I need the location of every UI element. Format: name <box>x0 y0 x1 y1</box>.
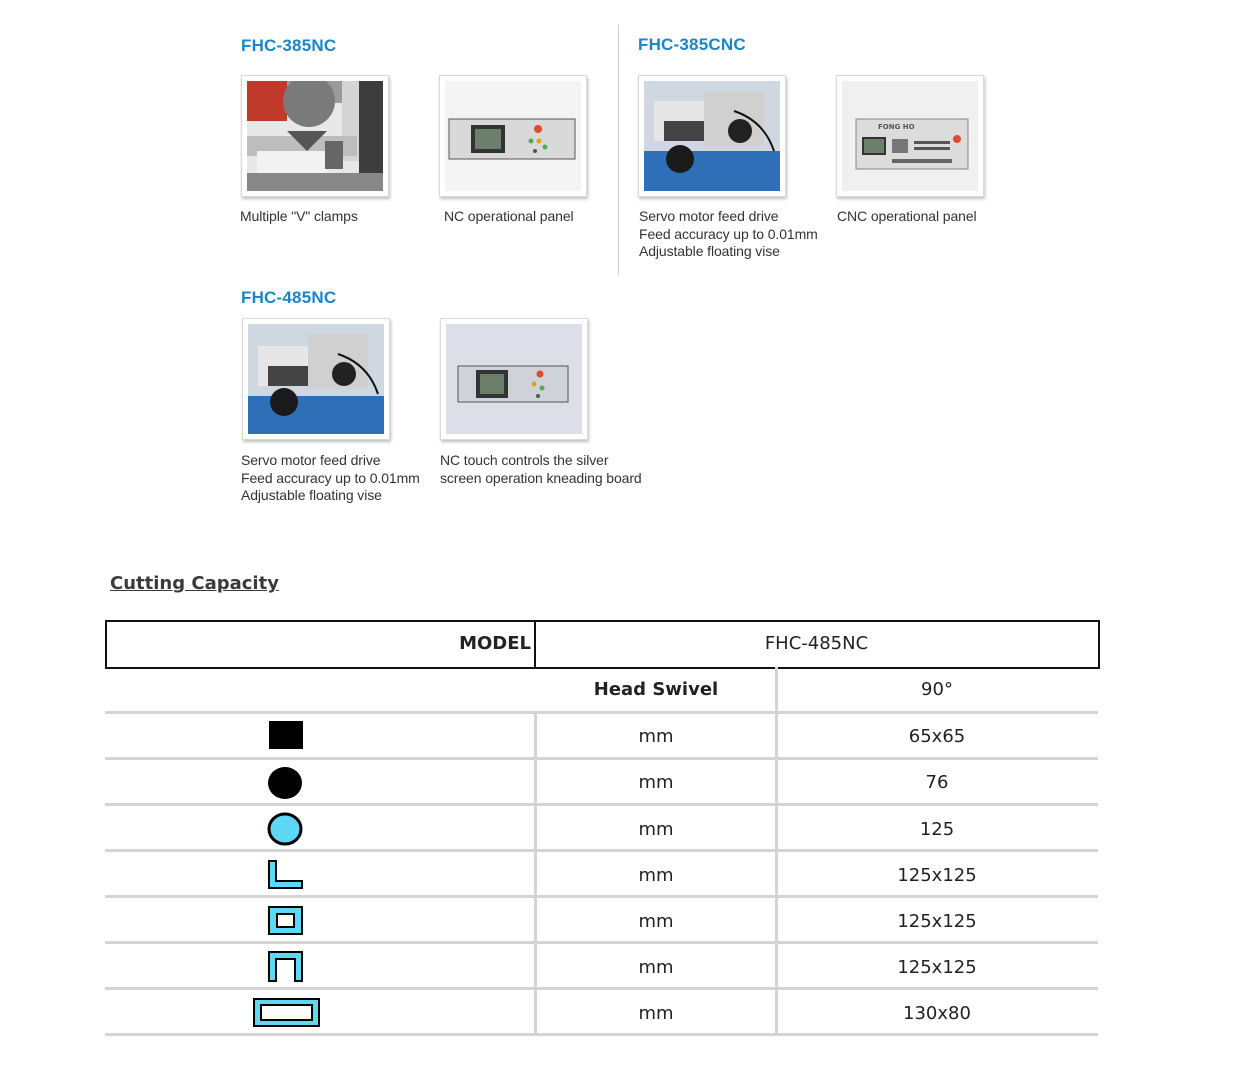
caption-line: Servo motor feed drive <box>241 452 381 468</box>
grid-hline <box>105 757 1098 760</box>
caption-line: NC operational panel <box>444 208 574 224</box>
grid-hline <box>105 849 1098 852</box>
caption-line: Servo motor feed drive <box>639 208 779 224</box>
caption-cnc-panel <box>837 208 977 226</box>
grid-hline <box>105 711 1098 714</box>
photo-nc-touch-panel[interactable] <box>440 318 588 440</box>
circle-tube-icon <box>266 811 304 847</box>
circle-solid-icon <box>266 765 304 801</box>
panel-brand-label: FONG HO <box>878 123 915 131</box>
channel-profile-icon <box>266 950 306 984</box>
rect-tube-icon <box>252 997 322 1029</box>
photo-nc-panel[interactable] <box>439 75 587 197</box>
caption-v-clamps <box>240 208 358 226</box>
model-title-fhc-485nc: FHC-485NC <box>241 288 337 307</box>
head-swivel-value: 90° <box>921 679 953 700</box>
grid-hline <box>105 895 1098 898</box>
row-value: 125x125 <box>897 911 977 932</box>
row-value: 76 <box>925 772 949 793</box>
model-header-divider <box>534 620 536 669</box>
row-unit: mm <box>638 1003 674 1024</box>
row-unit: mm <box>638 772 674 793</box>
photo-servo-feed-485nc[interactable] <box>242 318 390 440</box>
model-title-fhc-385cnc: FHC-385CNC <box>638 35 746 54</box>
photo-servo-feed-385cnc[interactable] <box>638 75 786 197</box>
square-solid-icon <box>268 720 304 750</box>
caption-line: Multiple "V" clamps <box>240 208 358 224</box>
caption-servo-385cnc <box>639 208 818 261</box>
caption-line: Adjustable floating vise <box>241 487 382 503</box>
head-swivel-label: Head Swivel <box>593 679 719 700</box>
grid-hline <box>105 803 1098 806</box>
square-tube-icon <box>266 905 306 937</box>
row-value: 125x125 <box>897 865 977 886</box>
row-value: 130x80 <box>903 1003 971 1024</box>
caption-line: Feed accuracy up to 0.01mm <box>639 225 818 242</box>
model-value: FHC-485NC <box>764 633 869 654</box>
row-value: 65x65 <box>908 726 966 747</box>
grid-hline <box>105 1033 1098 1036</box>
gallery-divider <box>618 25 619 275</box>
row-unit: mm <box>638 957 674 978</box>
grid-hline <box>105 941 1098 944</box>
row-unit: mm <box>638 819 674 840</box>
row-unit: mm <box>638 911 674 932</box>
row-value: 125x125 <box>897 957 977 978</box>
caption-line: CNC operational panel <box>837 208 977 224</box>
model-label: MODEL <box>459 633 531 654</box>
caption-nc-panel <box>444 208 574 226</box>
caption-line: screen operation kneading board <box>440 469 642 486</box>
row-value: 125 <box>919 819 955 840</box>
photo-v-clamps[interactable] <box>241 75 389 197</box>
angle-profile-icon <box>266 859 306 891</box>
caption-nc-touch <box>440 452 642 487</box>
row-unit: mm <box>638 865 674 886</box>
caption-servo-485nc <box>241 452 420 505</box>
caption-line: Feed accuracy up to 0.01mm <box>241 469 420 486</box>
caption-line: NC touch controls the silver <box>440 452 609 468</box>
photo-cnc-panel[interactable] <box>836 75 984 197</box>
model-title-fhc-385nc: FHC-385NC <box>241 36 337 55</box>
cutting-capacity-title: Cutting Capacity <box>110 573 279 594</box>
caption-line: Adjustable floating vise <box>639 243 780 259</box>
row-unit: mm <box>638 726 674 747</box>
grid-hline <box>105 987 1098 990</box>
